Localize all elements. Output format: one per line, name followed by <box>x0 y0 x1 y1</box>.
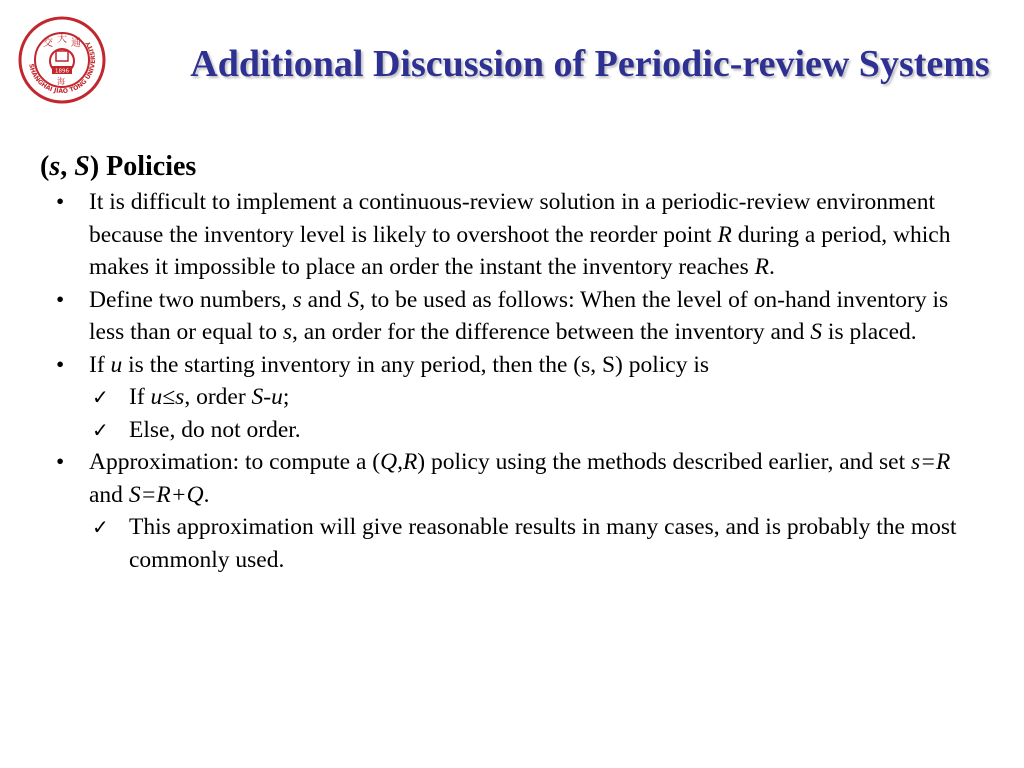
bullet-icon: • <box>56 449 65 475</box>
var-amount: S-u <box>251 384 283 410</box>
university-seal-icon <box>18 16 106 104</box>
logo-char-4: 海 <box>57 77 65 86</box>
text: This approximation will give reasonable results in many cases, and is probably the most commonly used. <box>129 514 957 573</box>
heading-label: ) Policies <box>89 151 197 182</box>
text: If <box>129 384 151 410</box>
var-u: u <box>110 351 123 378</box>
bullet-define <box>40 284 980 349</box>
heading-var-s: s <box>49 151 61 182</box>
var-s: s <box>292 286 302 313</box>
text: Approximation: to compute a ( <box>89 449 381 475</box>
text: It is difficult to implement a continuous-review solution in a periodic-review environment because the inventory level is likely to overshoot the reorder point <box>89 189 936 248</box>
var-s: s <box>282 319 292 345</box>
text: during a period, which makes it impossible to place an order the instant the inventory reaches <box>89 221 951 280</box>
var-Q: Q <box>380 449 398 475</box>
var-S-eq: S=R+Q <box>128 481 204 508</box>
logo-char-2: 大 <box>57 34 67 45</box>
text: . <box>769 254 775 280</box>
logo-year: 1896 <box>55 68 69 75</box>
slide-content <box>40 150 980 576</box>
heading-paren-open: ( <box>40 151 50 182</box>
text: , an order for the difference between the inventory and <box>292 319 811 345</box>
text: is the starting inventory in any period, then the (s, S) policy is <box>122 351 710 378</box>
checkmark-icon: ✓ <box>92 385 109 409</box>
text: ) policy using the methods described earlier, and set <box>417 449 912 475</box>
bullet-approximation <box>40 446 980 511</box>
check-order <box>40 381 980 414</box>
text: Else, do not order. <box>129 416 301 443</box>
checkmark-icon: ✓ <box>92 417 109 442</box>
slide-title: Additional Discussion of Periodic-review Systems <box>190 43 990 85</box>
bullet-overshoot <box>40 186 980 284</box>
var-S: S <box>810 319 823 345</box>
text: and <box>89 481 129 508</box>
text: Define two numbers, <box>89 286 293 313</box>
heading-var-S: S <box>74 151 90 182</box>
check-else <box>40 414 980 447</box>
text: ; <box>282 384 290 410</box>
text: . <box>203 481 210 508</box>
logo-char-1: 交 <box>43 38 53 49</box>
var-R: R <box>402 449 418 475</box>
bullet-icon: • <box>56 351 65 378</box>
heading-comma: , <box>60 151 75 182</box>
text: , <box>397 449 403 475</box>
logo-char-3: 通 <box>71 38 81 49</box>
logo-ring-text: SHANGHAI JIAO TONG UNIVERSITY <box>27 39 98 96</box>
var-s-eq: s=R <box>911 449 951 475</box>
text: is placed. <box>822 319 917 345</box>
text: , to be used as follows: When the level of on-hand inventory is less than or equal to <box>89 286 949 345</box>
bullet-policy <box>40 349 980 382</box>
bullet-icon: • <box>56 286 65 313</box>
var-R: R <box>754 254 769 280</box>
check-reasonable <box>40 511 980 576</box>
bullet-icon: • <box>56 189 65 215</box>
var-cond: u≤s <box>150 384 185 410</box>
checkmark-icon: ✓ <box>92 515 109 539</box>
section-heading <box>40 150 980 184</box>
text: , order <box>184 384 252 410</box>
var-R: R <box>717 221 732 248</box>
var-S: S <box>347 286 360 313</box>
university-logo <box>18 16 106 104</box>
text: If <box>89 351 111 378</box>
text: and <box>301 286 348 313</box>
